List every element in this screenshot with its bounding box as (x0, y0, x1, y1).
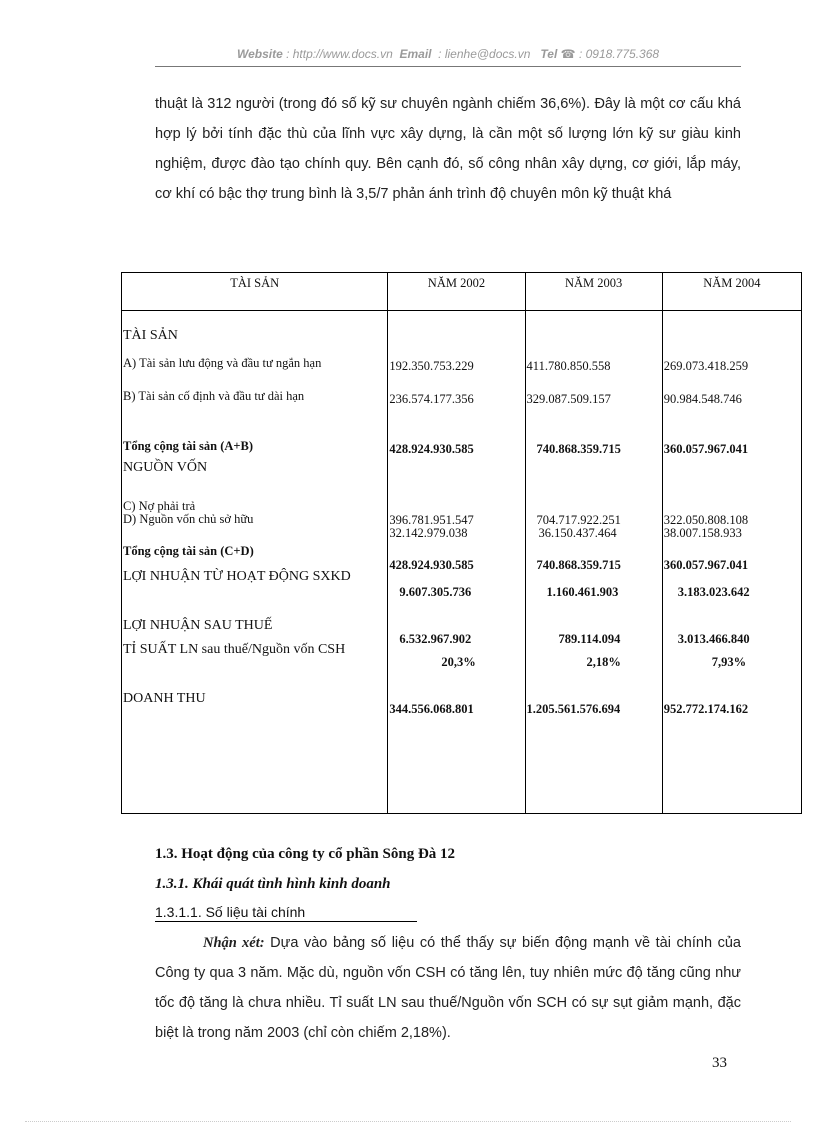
footer-divider (25, 1121, 791, 1122)
label-column (122, 311, 388, 814)
profit-after-tax-2003: 789.114.094 (558, 632, 621, 646)
financial-table (121, 272, 802, 814)
header-cell-2003: NĂM 2003 (525, 273, 662, 311)
section-heading-1-3: 1.3. Hoạt động của công ty cổ phần Sông Đà 12 (155, 846, 456, 862)
total-cd-label: Tổng cộng tài sản (C+D) (123, 544, 254, 558)
profit-after-tax-label: LỢI NHUẬN SAU THUẾ (123, 618, 273, 633)
page-header (155, 47, 741, 61)
remark-text: Dựa vào bảng số liệu có thể thấy sự biến động mạnh về tài chính của Công ty qua 3 năm. Mặc dù, nguồn vốn CSH có tăng lên, tuy nhiên mức độ tăng cũng như tốc độ tăng là chưa nhiều. Tỉ suất LN sau thuế/Nguồn vốn SCH có sự sụt giảm mạnh, đặc biệt là trong năm 2003 (chỉ còn chiếm 2,18%). (155, 935, 741, 1041)
asset-section-label: TÀI SẢN (123, 328, 178, 343)
source-section-label: NGUỒN VỐN (123, 460, 208, 475)
row-d-2002: 32.142.979.038 (389, 526, 468, 540)
profit-after-tax-2004: 3.013.466.840 (677, 632, 750, 646)
row-b-label: B) Tài sản cố định và đầu tư dài hạn (123, 389, 305, 403)
row-a-label: A) Tài sản lưu động và đầu tư ngắn hạn (123, 356, 322, 370)
row-b-2004: 90.984.548.746 (663, 392, 742, 406)
value-column-2003 (525, 311, 662, 814)
row-c-2002: 396.781.951.547 (389, 513, 474, 527)
remark-paragraph (155, 928, 741, 1048)
intro-paragraph: thuật là 312 người (trong đó số kỹ sư chuyên ngành chiếm 36,6%). Đây là một cơ cấu khá hợp lý bởi tính đặc thù của lĩnh vực xây dựng, là cần một số lượng lớn kỹ sư giàu kinh nghiệm, được đào tạo chính quy. Bên cạnh đó, số công nhân xây dựng, cơ giới, lắp máy, cơ khí có bậc thợ trung bình là 3,5/7 phản ánh trình độ chuyên môn kỹ thuật khá (155, 96, 741, 202)
total-cd-2002: 428.924.930.585 (389, 558, 474, 572)
row-b-2002: 236.574.177.356 (389, 392, 474, 406)
revenue-2002: 344.556.068.801 (389, 702, 474, 716)
row-c-label: C) Nợ phải trả (123, 499, 196, 513)
table-header-row (122, 273, 802, 311)
ratio-2003: 2,18% (586, 655, 621, 669)
profit-op-label: LỢI NHUẬN TỪ HOẠT ĐỘNG SXKD (123, 569, 351, 584)
row-a-2004: 269.073.418.259 (663, 359, 749, 373)
total-ab-2004: 360.057.967.041 (663, 442, 749, 456)
profit-op-2002: 9.607.305.736 (399, 585, 472, 599)
header-cell-2002: NĂM 2002 (388, 273, 525, 311)
row-d-2003: 36.150.437.464 (538, 526, 617, 540)
email-label: Email (399, 47, 432, 61)
remark-label: Nhận xét: (203, 935, 265, 951)
email-value: : lienhe@docs.vn (438, 47, 531, 61)
row-a-2003: 411.780.850.558 (526, 359, 611, 373)
total-cd-2003: 740.868.359.715 (536, 558, 621, 572)
tel-label: Tel (540, 47, 558, 61)
row-d-label: D) Nguồn vốn chủ sở hữu (123, 512, 254, 526)
tel-value: : 0918.775.368 (578, 47, 660, 61)
value-column-2002 (388, 311, 525, 814)
website-value: : http://www.docs.vn (286, 47, 393, 61)
row-a-2002: 192.350.753.229 (389, 359, 474, 373)
revenue-label: DOANH THU (123, 691, 206, 706)
header-divider (155, 66, 741, 67)
ratio-label: TỈ SUẤT LN sau thuế/Nguồn vốn CSH (123, 642, 346, 657)
ratio-2004: 7,93% (711, 655, 747, 669)
ratio-2002: 20,3% (441, 655, 476, 669)
row-b-2003: 329.087.509.157 (526, 392, 611, 406)
profit-op-2003: 1.160.461.903 (546, 585, 619, 599)
section-heading-1-3-1: 1.3.1. Khái quát tình hình kinh doanh (155, 876, 391, 892)
page-number: 33 (712, 1055, 727, 1071)
value-column-2004 (662, 311, 801, 814)
revenue-2004: 952.772.174.162 (663, 702, 749, 716)
website-label: Website (236, 47, 283, 61)
table-body-row (122, 311, 802, 814)
header-cell-asset: TÀI SẢN (122, 273, 388, 311)
profit-after-tax-2002: 6.532.967.902 (399, 632, 472, 646)
revenue-2003: 1.205.561.576.694 (526, 702, 621, 716)
row-c-2003: 704.717.922.251 (536, 513, 621, 527)
total-ab-2002: 428.924.930.585 (389, 442, 474, 456)
row-c-2004: 322.050.808.108 (663, 513, 749, 527)
total-cd-2004: 360.057.967.041 (663, 558, 749, 572)
total-ab-2003: 740.868.359.715 (536, 442, 621, 456)
total-ab-label: Tổng cộng tài sản (A+B) (123, 439, 254, 453)
row-d-2004: 38.007.158.933 (663, 526, 742, 540)
phone-icon: ☎ (560, 47, 576, 61)
header-cell-2004: NĂM 2004 (662, 273, 801, 311)
section-heading-1-3-1-1: 1.3.1.1. Số liệu tài chính (155, 904, 417, 922)
profit-op-2004: 3.183.023.642 (677, 585, 750, 599)
